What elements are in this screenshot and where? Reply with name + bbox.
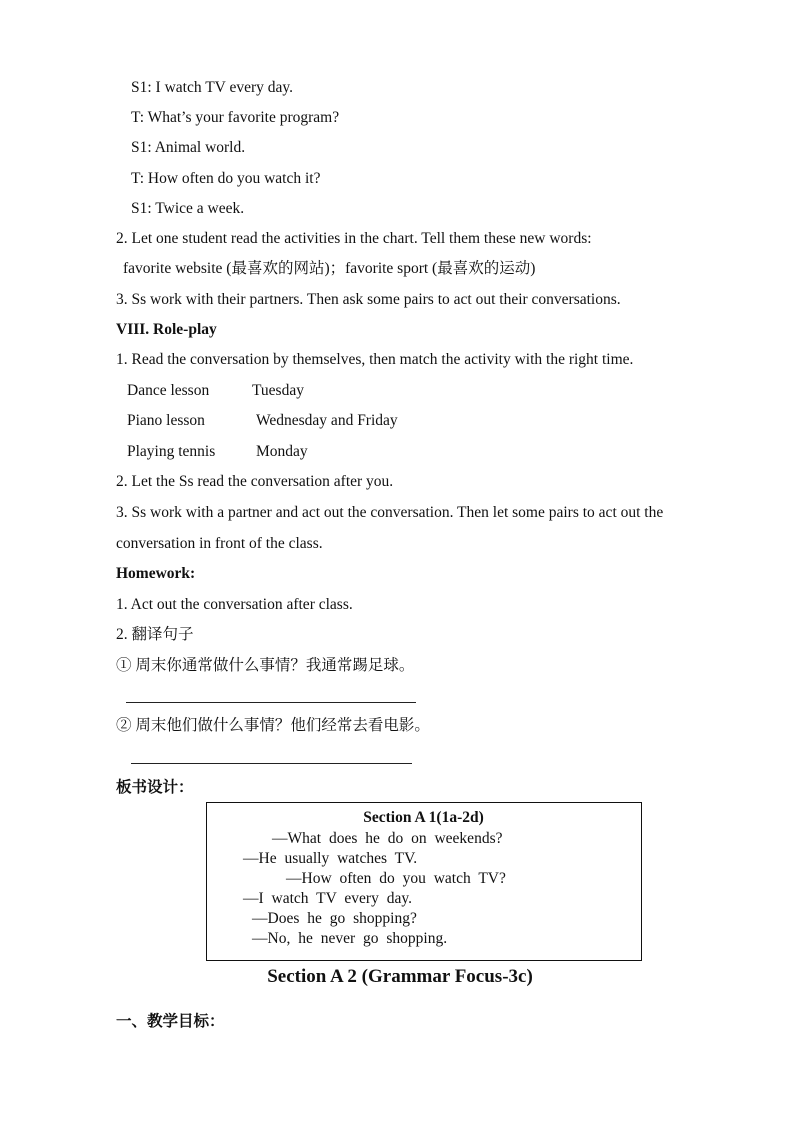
activity-name: Piano lesson bbox=[127, 412, 205, 429]
activity-time: Tuesday bbox=[252, 382, 304, 399]
homework-heading: Homework: bbox=[116, 565, 196, 582]
homework-item-1: 1. Act out the conversation after class. bbox=[116, 596, 353, 613]
dialog-line: T: How often do you watch it? bbox=[131, 170, 321, 187]
roleplay-step-2: 2. Let the Ss read the conversation after you. bbox=[116, 473, 394, 490]
roleplay-heading: VIII. Role-play bbox=[116, 321, 217, 338]
activity-time: Wednesday and Friday bbox=[256, 412, 398, 429]
board-line: —How often do you watch TV? bbox=[286, 870, 506, 887]
objectives-heading: 一、教学目标： bbox=[116, 1013, 225, 1030]
board-line: —Does he go shopping? bbox=[252, 910, 417, 927]
board-line: —What does he do on weekends? bbox=[272, 830, 503, 847]
blackboard-box bbox=[206, 802, 642, 961]
board-title: Section A 1(1a-2d) bbox=[363, 809, 484, 826]
answer-blank-line bbox=[126, 702, 416, 703]
activity-name: Playing tennis bbox=[127, 443, 216, 460]
dialog-line: S1: I watch TV every day. bbox=[131, 79, 293, 96]
step-3-text: 3. Ss work with their partners. Then ask some pairs to act out their conversations. bbox=[116, 291, 621, 308]
activity-name: Dance lesson bbox=[127, 382, 210, 399]
board-line: —He usually watches TV. bbox=[243, 850, 418, 867]
board-line: —I watch TV every day. bbox=[243, 890, 412, 907]
board-line: —No, he never go shopping. bbox=[252, 930, 448, 947]
translation-sentence-1: ① 周末你通常做什么事情？我通常踢足球。 bbox=[116, 657, 415, 674]
dialog-line: S1: Twice a week. bbox=[131, 200, 245, 217]
translation-sentence-2: ② 周末他们做什么事情？他们经常去看电影。 bbox=[116, 717, 430, 734]
roleplay-step-3-line-1: 3. Ss work with a partner and act out the conversation. Then let some pairs to act out the bbox=[116, 504, 664, 521]
answer-blank-line bbox=[131, 763, 412, 764]
board-design-heading: 板书设计： bbox=[116, 779, 194, 796]
roleplay-step-3-line-2: conversation in front of the class. bbox=[116, 535, 323, 552]
dialog-line: T: What’s your favorite program? bbox=[131, 109, 340, 126]
section-title: Section A 2 (Grammar Focus-3c) bbox=[267, 966, 533, 987]
activity-time: Monday bbox=[256, 443, 308, 460]
homework-item-2: 2. 翻译句子 bbox=[116, 626, 194, 643]
dialog-line: S1: Animal world. bbox=[131, 139, 246, 156]
new-words-text: favorite website (最喜欢的网站)；favorite sport (最喜欢的运动) bbox=[123, 260, 536, 277]
step-2-text: 2. Let one student read the activities in the chart. Tell them these new words: bbox=[116, 230, 592, 247]
roleplay-step-1: 1. Read the conversation by themselves, then match the activity with the right time. bbox=[116, 351, 634, 368]
